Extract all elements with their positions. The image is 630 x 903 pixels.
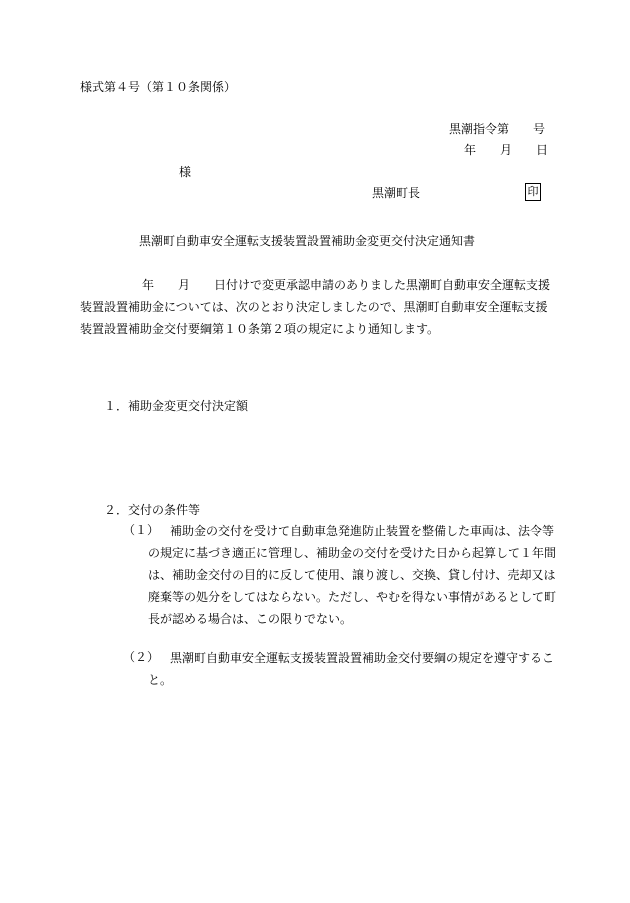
document-title: 黒潮町自動車安全運転支援装置設置補助金変更交付決定通知書 bbox=[139, 234, 476, 248]
condition-item-text: 黒潮町自動車安全運転支援装置設置補助金交付要綱の規定を遵守すること。 bbox=[148, 651, 555, 687]
section-heading-conditions: ２．交付の条件等 bbox=[104, 503, 201, 517]
recipient-title: 様 bbox=[179, 165, 192, 179]
section-heading-amount: １．補助金変更交付決定額 bbox=[104, 399, 249, 413]
mayor-name: 黒潮町長 bbox=[372, 186, 421, 200]
condition-item-label: （１） bbox=[123, 523, 160, 537]
issuer-date: 年 月 日 bbox=[464, 143, 549, 157]
condition-item-label: （２） bbox=[123, 650, 160, 664]
condition-item-text: 補助金の交付を受けて自動車急発進防止装置を整備した車両は、法令等の規定に基づき適正に管理し、補助金の交付を受けた日から起算して１年間は、補助金交付の目的に反して使用、譲り渡し、交換、貸し付け、売却又は廃棄等の処分をしてはならない。ただし、やむを得ない事情があるとして町長が認める場合は、この限りでない。 bbox=[148, 524, 557, 626]
form-number: 様式第４号（第１０条関係） bbox=[80, 80, 237, 94]
body-paragraph: 年 月 日付けで変更承認申請のありました黒潮町自動車安全運転支援装置設置補助金については、次のとおり決定しましたので、黒潮町自動車安全運転支援装置設置補助金交付要綱第１０条第２項の規定により通知します。 bbox=[80, 278, 551, 336]
issuer-number: 黒潮指令第 号 bbox=[449, 122, 546, 136]
seal-box: 印 bbox=[525, 183, 541, 201]
